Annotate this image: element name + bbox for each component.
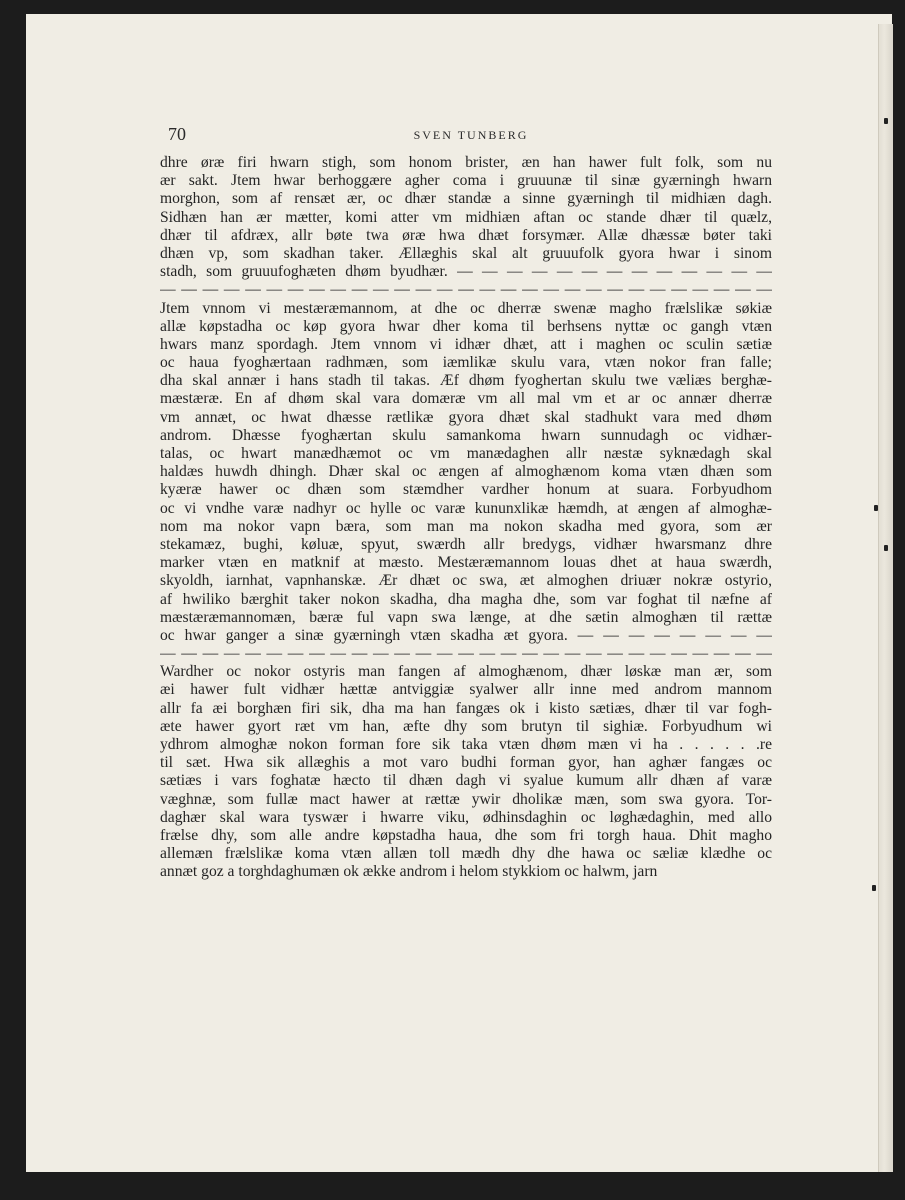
paragraph: [160, 663, 772, 881]
text-line: Sidhæn han ær mætter, komi atter vm midhiæn aftan oc stande dhær til quælz,: [160, 208, 772, 226]
text-line: oc vi vndhe varæ nadhyr oc hylle oc varæ kununxlikæ hæmdh, at ængen af almoghæ-: [160, 499, 772, 517]
edge-mark: [884, 118, 888, 124]
body-text: [160, 154, 772, 882]
text-line: allæ køpstadha oc køp gyora hwar dher koma til berhsens nyttæ oc gangh vtæn: [160, 317, 772, 335]
text-line: frælse dhy, som alle andre køpstadha haua, dhe som fri torgh haua. Dhit magho: [160, 826, 772, 844]
text-line: dhæn vp, som skadhan taker. Ællæghis skal alt gruuufolk gyora hwar i sinom: [160, 244, 772, 262]
paragraph: [160, 154, 772, 300]
text-line: oc haua fyoghærtaan radhmæn, som iæmlikæ skulu vara, vtæn nokor fran falle;: [160, 354, 772, 372]
text-line: Wardher oc nokor ostyris man fangen af almoghænom, dhær løskæ man ær, som: [160, 663, 772, 681]
dash-rule-line: — — — — — — — — — — — — — — — — — — — — — — — — — — — — —: [160, 281, 772, 299]
text-line: daghær skal wara tyswær i hwarre viku, ødhinsdaghin oc løghædaghin, med allo: [160, 808, 772, 826]
text-line: stekamæz, bughi, køluæ, spyut, swærdh allr bredygs, vidhær hwarsmanz dhre: [160, 535, 772, 553]
text-line: æi hawer fult vidhær hættæ antviggiæ syalwer allr inne med androm mannom: [160, 681, 772, 699]
text-line: vm annæt, oc hwat dhæsse rætlikæ gyora dhæt skal stadhukt vara med dhøm: [160, 408, 772, 426]
edge-mark: [874, 505, 878, 511]
text-line: hwars manz spordagh. Jtem vnnom vi idhær dhæt, att i maghen oc sculin sætiæ: [160, 335, 772, 353]
text-line: til sæt. Hwa sik allæghis a mot varo budhi forman gyor, han aghær fangæs oc: [160, 754, 772, 772]
text-line: mæstæræmannomæn, bæræ ful vapn swa længe, at dhe sætin almoghæn til rættæ: [160, 608, 772, 626]
edge-mark: [872, 885, 876, 891]
text-line: haldæs huwdh dhingh. Dhær skal oc ængen af almoghænom koma vtæn dhæn som: [160, 463, 772, 481]
text-line: dha skal annær i hans stadh til takas. Æf dhøm fyoghertan skulu twe væliæs berghæ-: [160, 372, 772, 390]
text-line: allr fa æi borghæn firi sik, dha ma han fangæs ok i kisto sætiæs, dhær til var fogh-: [160, 699, 772, 717]
text-line: ær sakt. Jtem hwar berhoggære agher coma i gruuunæ til sinæ gyærningh hwarn: [160, 172, 772, 190]
page-header: [168, 124, 774, 146]
text-line: morghon, som af rensæt ær, oc dhær standæ a sinne gyærningh til midhiæn dagh.: [160, 190, 772, 208]
text-line: dhær til afdræx, allr bøte twa øræ hwa dhæt forsymær. Allæ dhæssæ bøter taki: [160, 226, 772, 244]
text-line: stadh, som gruuufoghæten dhøm byudhær. — — — — — — — — — — — — —: [160, 263, 772, 281]
text-line: ydhrom almoghæ nokon forman fore sik taka vtæn dhøm mæn vi ha . . . . . .re: [160, 736, 772, 753]
text-line: annæt goz a torghdaghumæn ok ække androm i helom stykkiom oc halwm, jarn: [160, 863, 658, 881]
running-head: SVEN TUNBERG: [413, 128, 529, 142]
dash-rule-line: — — — — — — — — — — — — — — — — — — — — — — — — — — — — —: [160, 645, 772, 663]
text-line: marker vtæn en matknif at mæsto. Mestæræmannom louas dhet at haua swærdh,: [160, 554, 772, 572]
text-line: Jtem vnnom vi mestæræmannom, at dhe oc dherræ swenæ magho frælslikæ søkiæ: [160, 299, 772, 317]
text-line: androm. Dhæsse fyoghærtan skulu samankoma hwarn sunnudagh oc vidhær-: [160, 426, 772, 444]
edge-mark: [884, 545, 888, 551]
text-line: allemæn frælslikæ koma vtæn allæn toll mædh dhy dhe hawa oc sæliæ klædhe oc: [160, 845, 772, 863]
text-line: æte hawer gyort ræt vm han, æfte dhy som brutyn til sighiæ. Forbyudhum wi: [160, 717, 772, 735]
text-line: sætiæs i vars foghatæ hæcto til dhæn dagh vi syalue kumum allr dhæn af varæ: [160, 772, 772, 790]
text-line: nom ma nokor vapn bæra, som man ma nokon skadha med gyora, som ær: [160, 517, 772, 535]
text-line: mæstæræ. En af dhøm skal vara domæræ vm all mal vm et ar oc annær dherræ: [160, 390, 772, 408]
text-line: dhre øræ firi hwarn stigh, som honom brister, æn han hawer fult folk, som nu: [160, 154, 772, 171]
text-line: væghnæ, som fullæ mact hawer at rættæ ywir dholikæ mæn, som swa gyora. Tor-: [160, 790, 772, 808]
text-line: oc hwar ganger a sinæ gyærningh vtæn skadha æt gyora. — — — — — — — —: [160, 626, 772, 644]
page-number: 70: [168, 124, 186, 144]
text-line: af hwiliko bærghit taker nokon skadha, dha magha dhe, som var foghat til næfne af: [160, 590, 772, 608]
text-line: talas, oc hwart manædhæmot oc vm manædaghen allr næstæ syknædagh skal: [160, 445, 772, 462]
page-edge: [878, 24, 893, 1172]
text-line: skyoldh, iarnhat, vapnhanskæ. Ær dhæt oc swa, æt almoghen driuær nokræ ostyrio,: [160, 572, 772, 590]
text-line: kyæræ hawer oc dhæn som stæmdher vardher honum at suara. Forbyudhom: [160, 481, 772, 499]
paragraph: [160, 300, 772, 664]
